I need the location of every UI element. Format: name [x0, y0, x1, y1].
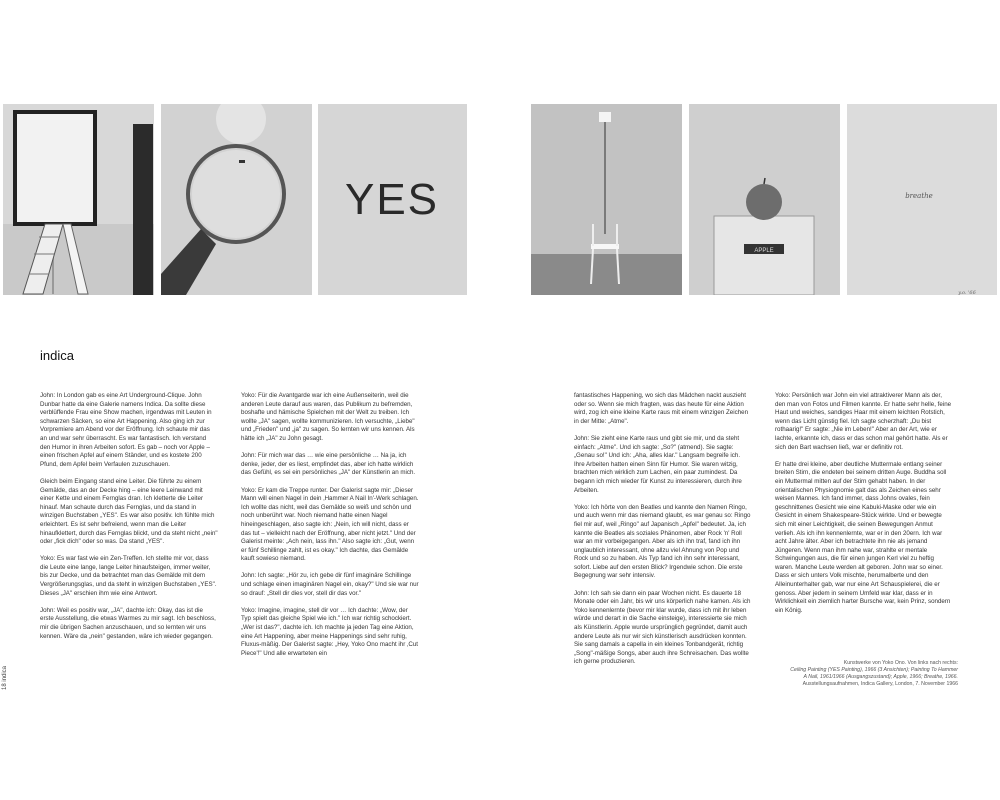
- photo-yes-painting: [318, 104, 467, 295]
- breathe-text: breathe: [905, 192, 933, 200]
- photo-breathe-card: [847, 104, 997, 295]
- paragraph: John: Für mich war das … wie eine persönliche … Na ja, ich denke, jeder, der es liest, empfindet das, aber ich hatte wirklich das Gefühl, es sei ein persönliches „JA" der Künstlerin an mich.: [241, 452, 416, 477]
- paragraph: Gleich beim Eingang stand eine Leiter. Die führte zu einem Gemälde, das an der Decke hing – eine leere Leinwand mit einer Kette und einem Fernglas dran. Ich kletterte die Leiter hinauf. Man schaute durch das Fernglas, und da stand in winzigen Buchstaben „YES". Es war also positiv. Ich fühlte mich erleichtert. Es ist sehr befreiend, wenn man die Leiter hinaufklettert, durch das Fernglas blickt, und da steht nicht „nein" oder „fick dich" oder so was. Da stand „YES".: [40, 477, 218, 546]
- paragraph: John: Sie zieht eine Karte raus und gibt sie mir, und da steht einfach: „Atme". Und ich sagte: „So?" (atmend). Sie sagte: „Genau so!" Und ich: „Aha, alles klar." Langsam begreife ich. Ihre Arbeiten hatten einen Sinn für Humor. Sie waren witzig, brachten mich wirklich zum Lachen, ein paar zumindest. Da begann ich mich wieder für Kunst zu interessieren, durch ihre Arbeiten.: [574, 434, 742, 494]
- caption-line: Kunstwerke von Yoko Ono. Von links nach rechts:: [843, 660, 958, 666]
- paragraph: John: Ich sah sie dann ein paar Wochen nicht. Es dauerte 18 Monate oder ein Jahr, bis wir uns körperlich nahe kamen. Als ich Yoko kennenlernte (bevor mir klar wurde, dass ich mit ihr leben würde und derart in die Sache einsteige), interessierte sie mich als Künstlerin. Apple wurde ursprünglich gegründet, damit auch andere Leute als nur wir sich künstlerisch ausdrücken konnten. Sie sang damals a capella in ein kleines Tonbandgerät, richtig „Song"-mäßige Songs, aber auch ihre Schreisachen. Das wollte ich gerne produzieren.: [574, 589, 751, 666]
- paragraph: Yoko: Imagine, imagine, stell dir vor … Ich dachte: „Wow, der Typ spielt das gleiche Spiel wie ich." Ich war richtig schockiert. „Wer ist das?", dachte ich. Ich machte ja jeden Tag eine Aktion, eine Art Happening, aber meine Happenings sind sehr ruhig, Fluxus-mäßig. Der Galerist sagte: „Hey, Yoko Ono macht ihr ‚Cut Piece'!" Und alle erwarteten ein: [241, 606, 418, 657]
- paragraph: Yoko: Er kam die Treppe runter. Der Galerist sagte mir: „Dieser Mann will einen Nagel in dein ‚Hammer A Nail In'-Werk schlagen. Ich wollte das nicht, weil das Gemälde so weiß und schön und noch unberührt war. Noch niemand hatte einen Nagel hineingeschlagen, also sagte ich: „Nein, ich will nicht, dass er das tut – vielleicht nach der Eröffnung, aber nicht jetzt." Und der Galerist meinte: „Ach nein, lass ihn." Also sagte ich: „Gut, wenn er fünf Schillinge zahlt, ist es okay." Ich dachte, das Gemälde kauft sowieso niemand.: [241, 486, 419, 563]
- paragraph: fantastisches Happening, wo sich das Mädchen nackt auszieht oder so. Wenn sie mich fragten, was das heute für eine Aktion wird, zog ich eine kleine Karte raus mit einem winzigen Zeichen in der Mitte: „Atme".: [574, 392, 749, 425]
- paragraph: Yoko: Für die Avantgarde war ich eine Außenseiterin, weil die anderen Leute darauf aus waren, das Publikum zu befremden, boshafte und hämische Spielchen mit der Welt zu treiben. Ich wollte „JA" sagen, wollte kommunizieren. Ich versuchte, „Liebe" und „Frieden" und „ja" zu sagen. So lernten wir uns kennen. Als hätte ich „JA" zu John gesagt.: [241, 392, 415, 442]
- text-column-2: [241, 392, 419, 667]
- apple-box-label: APPLE: [754, 248, 774, 254]
- paragraph: Yoko: Es war fast wie ein Zen-Treffen. Ich stellte mir vor, dass die Leute eine lange, lange Leiter hinaufsteigen, immer weiter, bis zur Decke, und da betrachtet man das Gemälde mit dem Vergrößerungsglas, und da steht in winzigen Buchstaben „YES". Dieses „JA" erschien ihm wie eine Antwort.: [40, 555, 217, 597]
- paragraph: John: Weil es positiv war, „JA", dachte ich: Okay, das ist die erste Ausstellung, die etwas Warmes zu mir sagt. Ich beschloss, mir die übrigen Sachen anzuschauen, und so lernten wir uns kennen. Wäre da „nein" gestanden, wäre ich wieder gegangen.: [40, 606, 216, 640]
- caption-line: A Nail, 1961/1966 (Ausgangszustand); Apple, 1966; Breathe, 1966.: [803, 674, 958, 680]
- caption-line: Ausstellungsaufnahmen, Indica Gallery, London, 7. November 1966: [802, 681, 958, 687]
- paragraph: Yoko: Persönlich war John ein viel attraktiverer Mann als der, den man von Fotos und Filmen kannte. Er hatte sehr helle, feine Haut und weiches, sandiges Haar mit einem leichten Rotstich, wenn das Licht günstig fiel. Ich sagte scherzhaft: „Du bist rothaarig!" Er sagte: „Nie im Leben!" Aber an der Art, wie er lachte, erkannte ich, dass er das schon mal gehört hatte. Als er sich den Bart wachsen ließ, war er definitiv rot.: [775, 392, 952, 451]
- photo-ladder-ceiling-painting: [3, 104, 154, 295]
- photo-magnifying-glass: [161, 104, 312, 295]
- section-heading: indica: [40, 348, 74, 363]
- caption-line: Ceiling Painting (YES Painting), 1966 (3 Ansichten); Painting To Hammer: [790, 667, 958, 673]
- paragraph: Er hatte drei kleine, aber deutliche Muttermale entlang seiner breiten Stirn, die endeten bei seinem dritten Auge. Buddha soll ein Muttermal mitten auf der Stirn gehabt haben. In der orientalischen Physiognomie galt das als Zeichen eines sehr weisen Mannes. Ich fand immer, dass Johns ovales, fein geschnittenes Gesicht wie eine Kabuki-Maske oder wie ein Gesicht in einem Shakespeare-Stück wirkte. Und er bewegte sich mit einer Leichtigkeit, die seinen Bewegungen Anmut verlieh. Als ich ihn kennenlernte, war er in den 20ern. Ich war acht Jahre älter. Aber ich betrachtete ihn nie als jemand Jüngeren. Wenn man ihm nahe war, strahlte er mentale Schwingungen aus, die für einen jungen Kerl viel zu heftig waren. Manche Leute werden alt geboren. John war so einer. Dass er sich unters Volk mischte, herumalberte und den Alleinunterhalter gab, war nur eine Art Schauspielerei, die er genoss. Aber jedem in seinem Umfeld war klar, dass er in Wirklichkeit ein ziemlich harter Bursche war, kein Prinz, sondern ein König.: [775, 460, 951, 614]
- page-number-label: 18 indica: [2, 665, 8, 690]
- text-column-1: [40, 392, 218, 650]
- photo-hammer-nail-chair: [531, 104, 682, 295]
- text-column-3: [574, 392, 752, 676]
- image-caption: [758, 660, 958, 688]
- yes-text: YES: [344, 175, 440, 224]
- photo-apple-on-stand: [689, 104, 840, 295]
- text-column-4: [775, 392, 953, 624]
- paragraph: John: Ich sagte: „Hör zu, ich gebe dir fünf imaginäre Schillinge und schlage einen imaginären Nagel ein, okay?" Und sie war nur so drauf: „Stell dir dies vor, stell dir das vor.": [241, 572, 419, 597]
- breathe-signature: y.o. '66: [958, 290, 976, 295]
- paragraph: John: In London gab es eine Art Underground-Clique. John Dunbar hatte da eine Galerie namens Indica. Da sollte diese verblüffende Frau eine Show machen, irgendwas mit Leuten in schwarzen Säcken, so eine Art Happening. Also ging ich zur Vorpremiere am Abend vor der Eröffnung. Ich schaute mir das an und war sehr überrascht. Es war fantastisch. Ich verstand den Humor in ihren Arbeiten sofort. Es gab – noch vor Apple – einen frischen Apfel auf einem Ständer, und es kostete 200 Pfund, dem Apfel beim Verfaulen zuzuschauen.: [40, 392, 212, 468]
- paragraph: Yoko: Ich hörte von den Beatles und kannte den Namen Ringo, und auch wenn mir das niemand glaubt, es war genau so: Ringo fiel mir auf, weil „Ringo" auf Japanisch „Apfel" bedeutet. Ja, ich kannte die Beatles als soziales Phänomen, aber Rock 'n' Roll war an mir vorbeigegangen. Aber als ich ihn traf, fand ich ihn unglaublich interessant, ohne allzu viel Ahnung von Pop und Rock und so zu haben. Als Typ fand ich ihn sehr interessant, sofort. Liebe auf den ersten Blick? Irgendwie schon. Die erste Begegnung war sehr intensiv.: [574, 503, 751, 580]
